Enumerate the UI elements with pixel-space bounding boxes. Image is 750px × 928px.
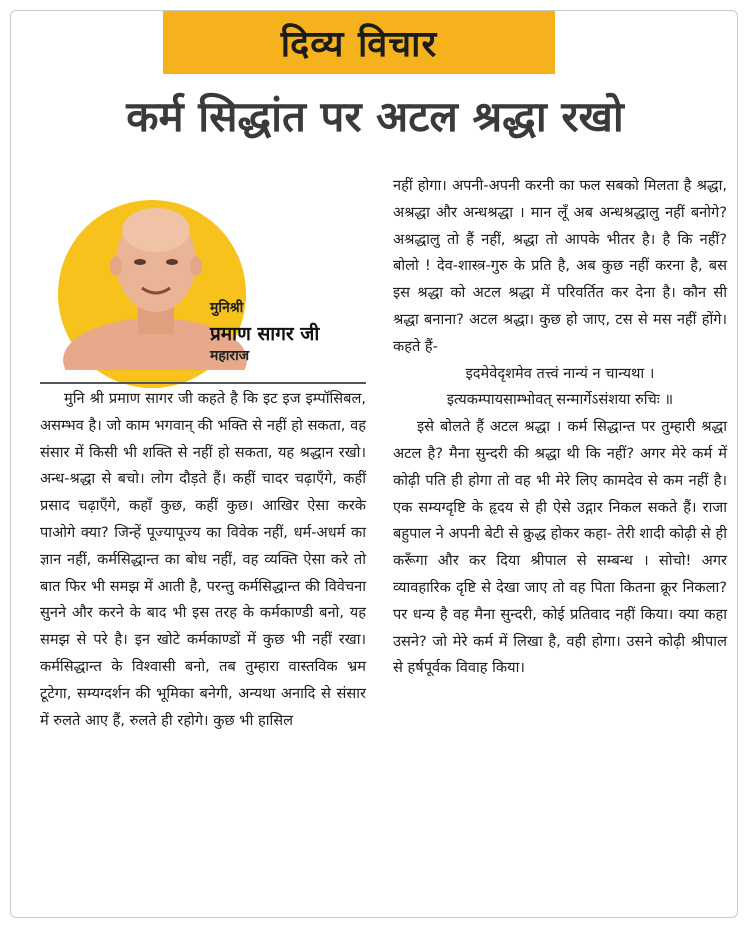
author-suffix: महाराज xyxy=(210,348,250,364)
article-left-column xyxy=(40,386,366,734)
article-right-column xyxy=(393,173,727,682)
headline: कर्म सिद्धांत पर अटल श्रद्धा रखो xyxy=(126,91,624,141)
verse-line-1: इदमेवेदृशमेव तत्त्वं नान्यं न चान्यथा । xyxy=(465,364,655,382)
left-column-paragraph: मुनि श्री प्रमाण सागर जी कहते है कि इट इज इम्पॉसिबल, असम्भव है। जो काम भगवान् की भक्ति से नहीं हो सकता, वह संसार में किसी भी शक्ति से नहीं हो सकता, यह श्रद्धान रखो। अन्ध-श्रद्धा से बचो। लोग दौड़ते हैं। कहीं चादर चढ़ाएँगे, कहीं प्रसाद चढ़ाएँगे, कहाँ कुछ, कहीं कुछ। आखिर ऐसा करके पाओगे क्या? जिन्हें पूज्यापूज्य का विवेक नहीं, धर्म-अधर्म का ज्ञान नहीं, कर्मसिद्धान्त का बोध नहीं, वह व्यक्ति ऐसा करे तो बात फिर भी समझ में आती है, परन्तु कर्मसिद्धान्त की विवेचना सुनने और करने के बाद भी इस तरह के कर्मकाण्डी बनो, यह समझ से परे है। इन खोटे कर्मकाण्डों में कुछ भी नहीं रखा। कर्मसिद्धान्त के विश्वासी बनो, तब तुम्हारा वास्तविक भ्रम टूटेगा, सम्यग्दर्शन की भूमिका बनेगी, अन्यथा अनादि से संसार में रुलते आए हैं, रुलते ही रहोगे। कुछ भी हासिल xyxy=(40,390,366,729)
verse-line-2: इत्यकम्पायसाम्भोवत् सन्मार्गेऽसंशया रुचिः ॥ xyxy=(446,391,674,409)
right-column-paragraph-1: नहीं होगा। अपनी-अपनी करनी का फल सबको मिलता है श्रद्धा, अश्रद्धा और अन्धश्रद्धा । मान लूँ अब अन्धश्रद्धालु नहीं बनोगे? अश्रद्धालु तो हैं नहीं, श्रद्धा तो आपके भीतर है। है कि नहीं? बोलो ! देव-शास्त्र-गुरु के प्रति है, अब कुछ नहीं करना है, बस इस श्रद्धा को अटल श्रद्धा में परिवर्तित कर देना है। कौन सी श्रद्धा बनाना? अटल श्रद्धा। कुछ हो जाए, टस से मस नहीं होंगे। कहते हैं- xyxy=(393,177,727,355)
author-block xyxy=(40,180,370,380)
author-name: प्रमाण सागर जी xyxy=(210,323,320,345)
divider xyxy=(40,382,366,384)
section-banner xyxy=(163,11,555,74)
section-label: दिव्य विचार xyxy=(280,24,438,65)
right-column-paragraph-2: इसे बोलते हैं अटल श्रद्धा । कर्म सिद्धान्त पर तुम्हारी श्रद्धा अटल है? मैना सुन्दरी की श्रद्धा थी कि नहीं? अगर मेरे कर्म में कोढ़ी पति ही होगा तो वह भी मेरे लिए कामदेव से कम नहीं है। एक सम्यग्दृष्टि के हृदय से ही ऐसे उद्गार निकल सकते हैं। राजा बहुपाल ने अपनी बेटी से क्रुद्ध होकर कहा- तेरी शादी कोढ़ी से ही करूँगा और कर दिया श्रीपाल से सम्बन्ध । सोचो! अगर व्यावहारिक दृष्टि से देखा जाए तो वह पिता कितना क्रूर निकला? पर धन्य है वह मैना सुन्दरी, कोई प्रतिवाद नहीं किया। क्या कहा उसने? जो मेरे कर्म में लिखा है, वही होगा। उसने कोढ़ी श्रीपाल से हर्षपूर्वक विवाह किया। xyxy=(393,418,727,677)
author-prefix: मुनिश्री xyxy=(210,300,244,316)
